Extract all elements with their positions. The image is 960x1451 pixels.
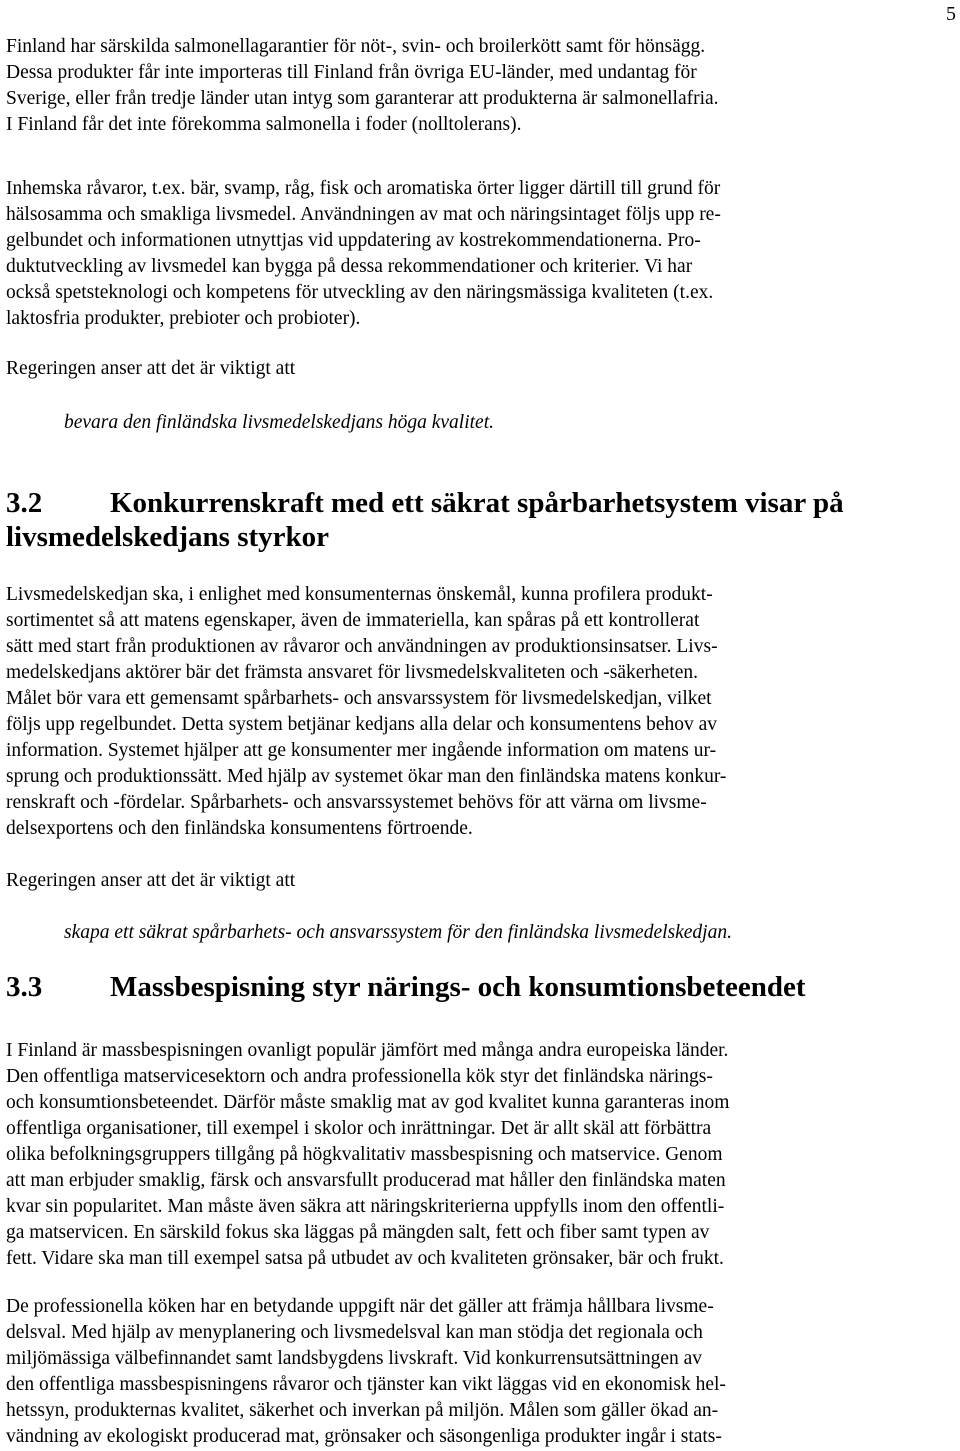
text-line: sortimentet så att matens egenskaper, även de immateriella, kan spåras på ett kontrollerat [6,610,700,631]
section-number: 3.3 [6,971,43,1003]
text-line: och konsumtionsbeteendet. Därför måste smaklig mat av god kvalitet kunna garanteras inom [6,1092,730,1113]
text-line: Regeringen anser att det är viktigt att [6,358,296,379]
text-line: offentliga organisationer, till exempel i skolor och inrättningar. Det är allt skäl att förbättra [6,1118,712,1139]
text-line: vändning av ekologiskt producerad mat, grönsaker och säsongenliga produkter ingår i stats- [6,1426,722,1447]
text-line: Sverige, eller från tredje länder utan intyg som garanterar att produkterna är salmonellafria. [6,88,719,109]
text-line: fett. Vidare ska man till exempel satsa på utbudet av och kvaliteten grönsaker, bär och frukt. [6,1248,724,1269]
goal-statement: skapa ett säkrat spårbarhets- och ansvarssystem för den finländska livsmedelskedjan. [64,922,732,943]
text-line: I Finland är massbespisningen ovanligt populär jämfört med många andra europeiska länder. [6,1040,729,1061]
text-line: medelskedjans aktörer bär det främsta ansvaret för livsmedelskvaliteten och -säkerheten. [6,662,698,683]
section-heading-3-3 [6,970,806,1004]
text-line: hetssyn, produkternas kvalitet, säkerhet och inverkan på miljön. Målen som gäller ökad an- [6,1400,719,1421]
text-line: sätt med start från produktionen av råvaror och användningen av produktionsinsatser. Livs- [6,636,718,657]
text-line: den offentliga massbespisningens råvaror och tjänster kan vikt läggas vid en ekonomisk hel- [6,1374,726,1395]
text-line: kvar sin popularitet. Man måste även säkra att näringskriterierna uppfylls inom den offentli- [6,1196,725,1217]
text-line: delsexportens och den finländska konsumentens förtroende. [6,818,473,839]
text-line: följs upp regelbundet. Detta system betjänar kedjans alla delar och konsumentens behov av [6,714,717,735]
text-line: olika befolkningsgruppers tillgång på högkvalitativ massbespisning och matservice. Genom [6,1144,723,1165]
section-heading-3-2-continued [6,520,329,554]
text-line: Målet bör vara ett gemensamt spårbarhets- och ansvarssystem för livsmedelskedjan, vilket [6,688,712,709]
text-line: hälsosamma och smakliga livsmedel. Användningen av mat och näringsintaget följs upp re- [6,204,721,225]
text-line: delsval. Med hjälp av menyplanering och livsmedelsval kan man stödja det regionala och [6,1322,703,1343]
text-line: Den offentliga matservicesektorn och andra professionella kök styr det finländska närings- [6,1066,713,1087]
text-line: De professionella köken har en betydande uppgift när det gäller att främja hållbara livsme- [6,1296,714,1317]
text-line: Finland har särskilda salmonellagarantier för nöt-, svin- och broilerkött samt för hönsägg. [6,36,706,57]
text-line: Dessa produkter får inte importeras till Finland från övriga EU-länder, med undantag för [6,62,697,83]
section-title-line: livsmedelskedjans styrkor [6,521,330,553]
text-line: Livsmedelskedjan ska, i enlighet med konsumenternas önskemål, kunna profilera produkt- [6,584,713,605]
text-line: miljömässiga välbefinnandet samt landsbygdens livskraft. Vid konkurrensutsättningen av [6,1348,703,1369]
text-line: att man erbjuder smaklig, färsk och ansvarsfullt producerad mat håller den finländska maten [6,1170,726,1191]
text-line: Inhemska råvaror, t.ex. bär, svamp, råg, fisk och aromatiska örter ligger därtill till grund för [6,178,721,199]
text-line: ga matservicen. En särskild fokus ska läggas på mängden salt, fett och fiber samt typen av [6,1222,710,1243]
text-line: I Finland får det inte förekomma salmonella i foder (nolltolerans). [6,114,522,135]
text-line: laktosfria produkter, prebioter och probioter). [6,308,361,329]
section-number: 3.2 [6,487,43,519]
page-number: 5 [946,3,956,25]
text-line: gelbundet och informationen utnyttjas vid uppdatering av kostrekommendationerna. Pro- [6,230,701,251]
goal-statement: bevara den finländska livsmedelskedjans höga kvalitet. [64,412,494,433]
section-heading-3-2 [6,486,844,520]
text-line: sprung och produktionssätt. Med hjälp av systemet ökar man den finländska matens konkur- [6,766,727,787]
section-title-line: Konkurrenskraft med ett säkrat spårbarhetsystem visar på [110,487,844,519]
text-line: Regeringen anser att det är viktigt att [6,870,296,891]
section-title-line: Massbespisning styr närings- och konsumtionsbeteendet [110,971,806,1003]
text-line: duktutveckling av livsmedel kan bygga på dessa rekommendationer och kriterier. Vi har [6,256,693,277]
text-line: också spetsteknologi och kompetens för utveckling av den näringsmässiga kvaliteten (t.ex. [6,282,714,303]
text-line: information. Systemet hjälper att ge konsumenter mer ingående information om matens ur- [6,740,717,761]
text-line: renskraft och -fördelar. Spårbarhets- och ansvarssystemet behövs för att värna om livsme- [6,792,707,813]
